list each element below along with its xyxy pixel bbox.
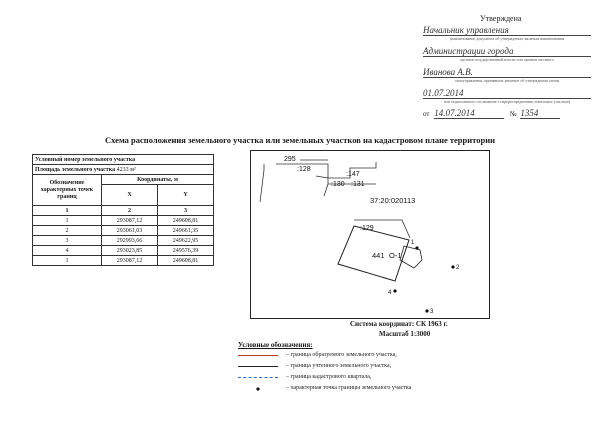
black-line-sample [238,366,278,367]
point-id: 1 [33,256,102,266]
y-value: 249608,81 [158,216,214,226]
legend-item-formed-parcel [238,352,518,360]
point-label-3: 3 [430,309,434,315]
x-value: 293087,12 [102,216,158,226]
table-area-row [33,165,214,175]
x-value: 293087,12 [102,256,158,266]
col-num-2: 2 [102,206,158,216]
designation-header: Обозначение характерных точек границ [33,175,102,206]
neighbour-boundary-128 [316,176,328,196]
point-id: 2 [33,226,102,236]
table-row [33,236,214,246]
label-295: 295 [284,156,296,163]
document-title: Схема расположения земельного участка или земельных участков на кадастровом плане территории [105,135,495,145]
point-symbol-icon [238,386,278,392]
y-value: 249576,39 [158,246,214,256]
x-value: 293061,03 [102,226,158,236]
approval-date: 14.07.2014 [434,108,504,119]
x-value: 292993,66 [102,236,158,246]
y-value: 249622,95 [158,236,214,246]
cadastral-map [250,150,490,320]
table-row [33,216,214,226]
parcel-number-label: 441 [372,251,385,260]
approval-line-1: Начальник управления [423,25,591,36]
cadastral-quarter-label: 37:20:020113 [370,196,416,205]
dashed-line-sample [238,377,278,378]
table-cadastral-number-row: Условный номер земельного участка [33,155,214,165]
approval-caption-2: органов государственной власти или органов местного [460,57,554,62]
parcel-code-label: О-1 [389,251,402,260]
boundary-point-2 [451,265,454,268]
y-header: Y [158,185,214,206]
date-prefix: от [423,110,430,118]
point-id: 3 [33,236,102,246]
number-prefix: № [509,110,517,118]
approval-line-3: Иванова А.В. [423,67,591,78]
point-sample [238,386,278,394]
table-row [33,246,214,256]
point-label-2: 2 [456,265,460,271]
point-id: 4 [33,246,102,256]
y-value: 249661,35 [158,226,214,236]
label-130: :130 [331,181,345,188]
point-label-4: 4 [388,290,392,296]
table-row [33,256,214,266]
legend-label: – граница кадастрового квартала, [286,374,372,380]
x-value: 293023,85 [102,246,158,256]
legend-label: – граница образуемого земельного участка, [286,352,397,358]
boundary-point-3 [425,309,428,312]
neighbour-boundary-left [260,164,264,202]
approval-line-2: Администрации города [423,46,591,57]
legend-item-boundary-point [238,385,518,393]
map-frame [251,151,490,319]
table-row [33,226,214,236]
approval-caption-4: или подписавшего соглашение о перераспределении земельных участков) [443,99,571,104]
area-value: 4233 м² [116,166,136,173]
boundary-point-4 [393,289,396,292]
label-147: :147 [346,171,360,178]
boundary-point-1 [415,246,418,249]
col-num-1: 1 [33,206,102,216]
approval-date-line [423,108,593,120]
label-129: :129 [360,225,374,232]
point-label-1: 1 [411,240,415,246]
point-id: 1 [33,216,102,226]
col-num-3: 3 [158,206,214,216]
map-scale: Масштаб 1:3000 [379,330,431,338]
approval-caption-1: (наименование документа об утверждении, включая наименования [449,36,565,41]
coordinates-header: Координаты, м [102,175,214,185]
label-131: :131 [351,181,365,188]
legend-label: – характерная точка границы земельного участка [286,385,412,391]
x-header: X [102,185,158,206]
approval-caption-3: самоуправления, принявших решение об утверждении схемы [454,78,560,83]
label-128: :128 [297,166,311,173]
red-line-sample [238,355,278,356]
legend-item-quarter-boundary [238,374,518,382]
legend-label: – граница учтенного земельного участка, [286,363,392,369]
approval-title: Утверждена [480,14,522,23]
approval-line-4: 01.07.2014 [423,88,591,99]
legend-title: Условные обозначения: [238,341,313,349]
coordinates-table [32,154,214,266]
coordinate-system: Система координат: СК 1963 г. [350,320,448,328]
approval-number: 1354 [520,108,560,119]
area-label: Площадь земельного участка [35,166,116,173]
y-value: 249608,81 [158,256,214,266]
legend-item-registered-parcel [238,363,518,371]
